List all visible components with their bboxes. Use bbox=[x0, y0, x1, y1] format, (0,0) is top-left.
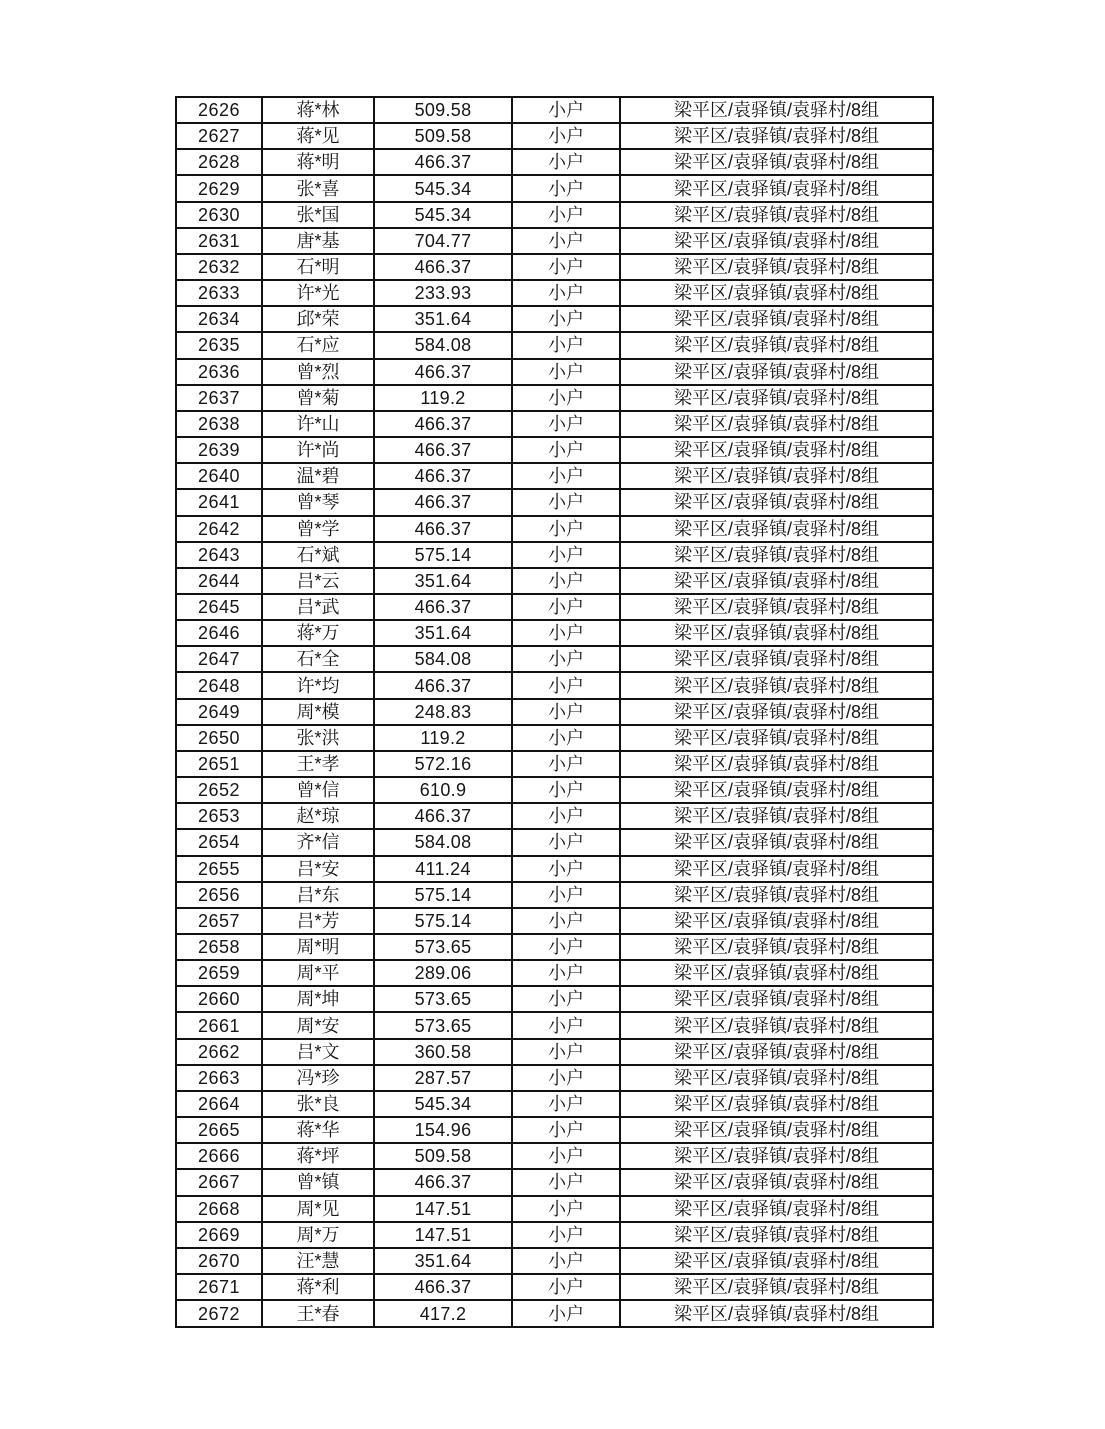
cell-amount: 466.37 bbox=[374, 359, 512, 385]
cell-household-type: 小户 bbox=[512, 123, 620, 149]
cell-masked-name: 周*坤 bbox=[262, 986, 374, 1012]
cell-household-type: 小户 bbox=[512, 672, 620, 698]
table-row bbox=[176, 594, 933, 620]
cell-amount: 119.2 bbox=[374, 725, 512, 751]
table-row bbox=[176, 856, 933, 882]
cell-masked-name: 蒋*坪 bbox=[262, 1143, 374, 1169]
cell-amount: 545.34 bbox=[374, 1091, 512, 1117]
cell-address: 梁平区/袁驿镇/袁驿村/8组 bbox=[620, 672, 933, 698]
table-row bbox=[176, 254, 933, 280]
data-table bbox=[175, 96, 934, 1328]
cell-serial-number: 2649 bbox=[176, 699, 262, 725]
cell-serial-number: 2654 bbox=[176, 829, 262, 855]
cell-serial-number: 2669 bbox=[176, 1222, 262, 1248]
cell-amount: 289.06 bbox=[374, 960, 512, 986]
cell-address: 梁平区/袁驿镇/袁驿村/8组 bbox=[620, 1065, 933, 1091]
cell-amount: 119.2 bbox=[374, 385, 512, 411]
cell-amount: 411.24 bbox=[374, 856, 512, 882]
cell-address: 梁平区/袁驿镇/袁驿村/8组 bbox=[620, 175, 933, 201]
cell-address: 梁平区/袁驿镇/袁驿村/8组 bbox=[620, 516, 933, 542]
cell-address: 梁平区/袁驿镇/袁驿村/8组 bbox=[620, 646, 933, 672]
cell-household-type: 小户 bbox=[512, 751, 620, 777]
cell-serial-number: 2651 bbox=[176, 751, 262, 777]
cell-address: 梁平区/袁驿镇/袁驿村/8组 bbox=[620, 803, 933, 829]
cell-masked-name: 张*良 bbox=[262, 1091, 374, 1117]
cell-household-type: 小户 bbox=[512, 489, 620, 515]
cell-masked-name: 冯*珍 bbox=[262, 1065, 374, 1091]
cell-address: 梁平区/袁驿镇/袁驿村/8组 bbox=[620, 568, 933, 594]
table-row bbox=[176, 725, 933, 751]
cell-household-type: 小户 bbox=[512, 516, 620, 542]
cell-masked-name: 许*山 bbox=[262, 411, 374, 437]
table-row bbox=[176, 1065, 933, 1091]
table-row bbox=[176, 385, 933, 411]
cell-household-type: 小户 bbox=[512, 1117, 620, 1143]
table-row bbox=[176, 1039, 933, 1065]
table-row bbox=[176, 228, 933, 254]
cell-masked-name: 曾*琴 bbox=[262, 489, 374, 515]
household-subsidy-table bbox=[175, 96, 932, 1328]
table-row bbox=[176, 882, 933, 908]
cell-serial-number: 2668 bbox=[176, 1196, 262, 1222]
cell-address: 梁平区/袁驿镇/袁驿村/8组 bbox=[620, 332, 933, 358]
cell-household-type: 小户 bbox=[512, 1300, 620, 1327]
cell-masked-name: 曾*镇 bbox=[262, 1169, 374, 1195]
cell-serial-number: 2648 bbox=[176, 672, 262, 698]
cell-serial-number: 2643 bbox=[176, 542, 262, 568]
cell-amount: 147.51 bbox=[374, 1196, 512, 1222]
cell-serial-number: 2655 bbox=[176, 856, 262, 882]
cell-address: 梁平区/袁驿镇/袁驿村/8组 bbox=[620, 620, 933, 646]
cell-address: 梁平区/袁驿镇/袁驿村/8组 bbox=[620, 882, 933, 908]
cell-serial-number: 2646 bbox=[176, 620, 262, 646]
cell-household-type: 小户 bbox=[512, 960, 620, 986]
cell-address: 梁平区/袁驿镇/袁驿村/8组 bbox=[620, 934, 933, 960]
cell-masked-name: 蒋*华 bbox=[262, 1117, 374, 1143]
cell-address: 梁平区/袁驿镇/袁驿村/8组 bbox=[620, 856, 933, 882]
cell-serial-number: 2658 bbox=[176, 934, 262, 960]
cell-amount: 573.65 bbox=[374, 934, 512, 960]
cell-masked-name: 周*安 bbox=[262, 1012, 374, 1038]
cell-masked-name: 曾*烈 bbox=[262, 359, 374, 385]
cell-amount: 573.65 bbox=[374, 1012, 512, 1038]
cell-address: 梁平区/袁驿镇/袁驿村/8组 bbox=[620, 1012, 933, 1038]
cell-masked-name: 许*光 bbox=[262, 280, 374, 306]
cell-serial-number: 2667 bbox=[176, 1169, 262, 1195]
cell-serial-number: 2644 bbox=[176, 568, 262, 594]
cell-serial-number: 2656 bbox=[176, 882, 262, 908]
cell-amount: 545.34 bbox=[374, 175, 512, 201]
cell-household-type: 小户 bbox=[512, 1274, 620, 1300]
cell-amount: 466.37 bbox=[374, 254, 512, 280]
table-row bbox=[176, 175, 933, 201]
cell-address: 梁平区/袁驿镇/袁驿村/8组 bbox=[620, 1248, 933, 1274]
cell-serial-number: 2660 bbox=[176, 986, 262, 1012]
cell-amount: 351.64 bbox=[374, 1248, 512, 1274]
cell-serial-number: 2645 bbox=[176, 594, 262, 620]
cell-address: 梁平区/袁驿镇/袁驿村/8组 bbox=[620, 202, 933, 228]
cell-address: 梁平区/袁驿镇/袁驿村/8组 bbox=[620, 463, 933, 489]
cell-amount: 575.14 bbox=[374, 908, 512, 934]
cell-household-type: 小户 bbox=[512, 882, 620, 908]
table-row bbox=[176, 568, 933, 594]
cell-masked-name: 蒋*万 bbox=[262, 620, 374, 646]
cell-masked-name: 周*平 bbox=[262, 960, 374, 986]
table-row bbox=[176, 411, 933, 437]
table-row bbox=[176, 1091, 933, 1117]
cell-serial-number: 2633 bbox=[176, 280, 262, 306]
cell-amount: 466.37 bbox=[374, 149, 512, 175]
cell-household-type: 小户 bbox=[512, 175, 620, 201]
cell-masked-name: 齐*信 bbox=[262, 829, 374, 855]
cell-serial-number: 2642 bbox=[176, 516, 262, 542]
table-row bbox=[176, 751, 933, 777]
table-row bbox=[176, 516, 933, 542]
cell-serial-number: 2652 bbox=[176, 777, 262, 803]
cell-serial-number: 2631 bbox=[176, 228, 262, 254]
cell-address: 梁平区/袁驿镇/袁驿村/8组 bbox=[620, 1143, 933, 1169]
cell-masked-name: 石*全 bbox=[262, 646, 374, 672]
cell-amount: 154.96 bbox=[374, 1117, 512, 1143]
table-row bbox=[176, 986, 933, 1012]
cell-household-type: 小户 bbox=[512, 986, 620, 1012]
table-row bbox=[176, 1222, 933, 1248]
cell-address: 梁平区/袁驿镇/袁驿村/8组 bbox=[620, 1300, 933, 1327]
cell-amount: 572.16 bbox=[374, 751, 512, 777]
cell-serial-number: 2627 bbox=[176, 123, 262, 149]
cell-address: 梁平区/袁驿镇/袁驿村/8组 bbox=[620, 1274, 933, 1300]
cell-household-type: 小户 bbox=[512, 332, 620, 358]
cell-amount: 417.2 bbox=[374, 1300, 512, 1327]
cell-address: 梁平区/袁驿镇/袁驿村/8组 bbox=[620, 359, 933, 385]
cell-serial-number: 2672 bbox=[176, 1300, 262, 1327]
cell-masked-name: 温*碧 bbox=[262, 463, 374, 489]
cell-household-type: 小户 bbox=[512, 411, 620, 437]
cell-masked-name: 周*见 bbox=[262, 1196, 374, 1222]
cell-household-type: 小户 bbox=[512, 280, 620, 306]
table-row bbox=[176, 1248, 933, 1274]
cell-household-type: 小户 bbox=[512, 149, 620, 175]
cell-address: 梁平区/袁驿镇/袁驿村/8组 bbox=[620, 306, 933, 332]
cell-amount: 466.37 bbox=[374, 411, 512, 437]
table-row bbox=[176, 1012, 933, 1038]
table-row bbox=[176, 803, 933, 829]
cell-address: 梁平区/袁驿镇/袁驿村/8组 bbox=[620, 908, 933, 934]
cell-masked-name: 张*洪 bbox=[262, 725, 374, 751]
cell-amount: 466.37 bbox=[374, 1274, 512, 1300]
cell-serial-number: 2647 bbox=[176, 646, 262, 672]
table-row bbox=[176, 1274, 933, 1300]
cell-masked-name: 吕*文 bbox=[262, 1039, 374, 1065]
cell-amount: 351.64 bbox=[374, 568, 512, 594]
cell-household-type: 小户 bbox=[512, 202, 620, 228]
cell-household-type: 小户 bbox=[512, 359, 620, 385]
cell-masked-name: 王*春 bbox=[262, 1300, 374, 1327]
cell-address: 梁平区/袁驿镇/袁驿村/8组 bbox=[620, 1169, 933, 1195]
cell-amount: 509.58 bbox=[374, 1143, 512, 1169]
cell-masked-name: 张*国 bbox=[262, 202, 374, 228]
table-body bbox=[176, 97, 933, 1327]
cell-household-type: 小户 bbox=[512, 542, 620, 568]
cell-amount: 466.37 bbox=[374, 672, 512, 698]
cell-address: 梁平区/袁驿镇/袁驿村/8组 bbox=[620, 542, 933, 568]
cell-amount: 545.34 bbox=[374, 202, 512, 228]
cell-amount: 610.9 bbox=[374, 777, 512, 803]
cell-household-type: 小户 bbox=[512, 1196, 620, 1222]
cell-serial-number: 2657 bbox=[176, 908, 262, 934]
cell-serial-number: 2653 bbox=[176, 803, 262, 829]
cell-household-type: 小户 bbox=[512, 1143, 620, 1169]
cell-masked-name: 吕*武 bbox=[262, 594, 374, 620]
cell-household-type: 小户 bbox=[512, 1012, 620, 1038]
cell-amount: 351.64 bbox=[374, 306, 512, 332]
cell-amount: 573.65 bbox=[374, 986, 512, 1012]
cell-household-type: 小户 bbox=[512, 568, 620, 594]
cell-household-type: 小户 bbox=[512, 463, 620, 489]
cell-amount: 466.37 bbox=[374, 594, 512, 620]
cell-address: 梁平区/袁驿镇/袁驿村/8组 bbox=[620, 725, 933, 751]
table-row bbox=[176, 489, 933, 515]
cell-household-type: 小户 bbox=[512, 646, 620, 672]
cell-amount: 575.14 bbox=[374, 542, 512, 568]
cell-amount: 575.14 bbox=[374, 882, 512, 908]
cell-masked-name: 曾*菊 bbox=[262, 385, 374, 411]
cell-masked-name: 曾*学 bbox=[262, 516, 374, 542]
cell-address: 梁平区/袁驿镇/袁驿村/8组 bbox=[620, 986, 933, 1012]
table-row bbox=[176, 542, 933, 568]
cell-serial-number: 2663 bbox=[176, 1065, 262, 1091]
table-row bbox=[176, 829, 933, 855]
cell-amount: 351.64 bbox=[374, 620, 512, 646]
cell-amount: 466.37 bbox=[374, 803, 512, 829]
cell-masked-name: 蒋*利 bbox=[262, 1274, 374, 1300]
table-row bbox=[176, 202, 933, 228]
cell-masked-name: 周*模 bbox=[262, 699, 374, 725]
cell-amount: 466.37 bbox=[374, 1169, 512, 1195]
cell-masked-name: 许*尚 bbox=[262, 437, 374, 463]
table-row bbox=[176, 463, 933, 489]
cell-masked-name: 曾*信 bbox=[262, 777, 374, 803]
cell-household-type: 小户 bbox=[512, 437, 620, 463]
cell-address: 梁平区/袁驿镇/袁驿村/8组 bbox=[620, 254, 933, 280]
table-row bbox=[176, 934, 933, 960]
table-row bbox=[176, 1169, 933, 1195]
cell-address: 梁平区/袁驿镇/袁驿村/8组 bbox=[620, 149, 933, 175]
cell-address: 梁平区/袁驿镇/袁驿村/8组 bbox=[620, 777, 933, 803]
cell-masked-name: 石*斌 bbox=[262, 542, 374, 568]
cell-masked-name: 周*明 bbox=[262, 934, 374, 960]
table-row bbox=[176, 620, 933, 646]
cell-household-type: 小户 bbox=[512, 620, 620, 646]
cell-serial-number: 2670 bbox=[176, 1248, 262, 1274]
cell-serial-number: 2666 bbox=[176, 1143, 262, 1169]
cell-address: 梁平区/袁驿镇/袁驿村/8组 bbox=[620, 437, 933, 463]
table-row bbox=[176, 777, 933, 803]
cell-masked-name: 蒋*明 bbox=[262, 149, 374, 175]
cell-address: 梁平区/袁驿镇/袁驿村/8组 bbox=[620, 411, 933, 437]
cell-serial-number: 2636 bbox=[176, 359, 262, 385]
cell-amount: 584.08 bbox=[374, 829, 512, 855]
cell-household-type: 小户 bbox=[512, 306, 620, 332]
table-row bbox=[176, 646, 933, 672]
cell-serial-number: 2671 bbox=[176, 1274, 262, 1300]
table-row bbox=[176, 149, 933, 175]
cell-household-type: 小户 bbox=[512, 699, 620, 725]
cell-address: 梁平区/袁驿镇/袁驿村/8组 bbox=[620, 489, 933, 515]
cell-masked-name: 张*喜 bbox=[262, 175, 374, 201]
cell-address: 梁平区/袁驿镇/袁驿村/8组 bbox=[620, 1117, 933, 1143]
cell-address: 梁平区/袁驿镇/袁驿村/8组 bbox=[620, 751, 933, 777]
table-row bbox=[176, 306, 933, 332]
cell-serial-number: 2637 bbox=[176, 385, 262, 411]
cell-household-type: 小户 bbox=[512, 908, 620, 934]
cell-serial-number: 2634 bbox=[176, 306, 262, 332]
cell-address: 梁平区/袁驿镇/袁驿村/8组 bbox=[620, 594, 933, 620]
cell-serial-number: 2632 bbox=[176, 254, 262, 280]
cell-household-type: 小户 bbox=[512, 856, 620, 882]
cell-address: 梁平区/袁驿镇/袁驿村/8组 bbox=[620, 699, 933, 725]
table-row bbox=[176, 1196, 933, 1222]
table-row bbox=[176, 699, 933, 725]
cell-masked-name: 石*应 bbox=[262, 332, 374, 358]
cell-serial-number: 2665 bbox=[176, 1117, 262, 1143]
cell-amount: 509.58 bbox=[374, 97, 512, 123]
cell-serial-number: 2640 bbox=[176, 463, 262, 489]
cell-household-type: 小户 bbox=[512, 254, 620, 280]
table-row bbox=[176, 1117, 933, 1143]
cell-address: 梁平区/袁驿镇/袁驿村/8组 bbox=[620, 1222, 933, 1248]
cell-masked-name: 唐*基 bbox=[262, 228, 374, 254]
cell-amount: 584.08 bbox=[374, 332, 512, 358]
cell-household-type: 小户 bbox=[512, 1222, 620, 1248]
cell-amount: 466.37 bbox=[374, 489, 512, 515]
cell-masked-name: 吕*芳 bbox=[262, 908, 374, 934]
cell-serial-number: 2629 bbox=[176, 175, 262, 201]
cell-amount: 584.08 bbox=[374, 646, 512, 672]
cell-amount: 147.51 bbox=[374, 1222, 512, 1248]
cell-household-type: 小户 bbox=[512, 385, 620, 411]
cell-serial-number: 2641 bbox=[176, 489, 262, 515]
cell-serial-number: 2639 bbox=[176, 437, 262, 463]
cell-masked-name: 吕*东 bbox=[262, 882, 374, 908]
cell-household-type: 小户 bbox=[512, 97, 620, 123]
cell-masked-name: 蒋*林 bbox=[262, 97, 374, 123]
cell-masked-name: 邱*荣 bbox=[262, 306, 374, 332]
table-row bbox=[176, 1143, 933, 1169]
cell-household-type: 小户 bbox=[512, 1169, 620, 1195]
cell-address: 梁平区/袁驿镇/袁驿村/8组 bbox=[620, 280, 933, 306]
table-row bbox=[176, 359, 933, 385]
cell-household-type: 小户 bbox=[512, 1039, 620, 1065]
cell-household-type: 小户 bbox=[512, 594, 620, 620]
cell-address: 梁平区/袁驿镇/袁驿村/8组 bbox=[620, 228, 933, 254]
cell-amount: 466.37 bbox=[374, 516, 512, 542]
cell-serial-number: 2630 bbox=[176, 202, 262, 228]
table-row bbox=[176, 672, 933, 698]
table-row bbox=[176, 908, 933, 934]
cell-masked-name: 王*孝 bbox=[262, 751, 374, 777]
cell-serial-number: 2635 bbox=[176, 332, 262, 358]
cell-serial-number: 2661 bbox=[176, 1012, 262, 1038]
cell-household-type: 小户 bbox=[512, 1091, 620, 1117]
cell-masked-name: 蒋*见 bbox=[262, 123, 374, 149]
cell-masked-name: 石*明 bbox=[262, 254, 374, 280]
cell-household-type: 小户 bbox=[512, 803, 620, 829]
cell-serial-number: 2628 bbox=[176, 149, 262, 175]
cell-address: 梁平区/袁驿镇/袁驿村/8组 bbox=[620, 385, 933, 411]
cell-masked-name: 汪*慧 bbox=[262, 1248, 374, 1274]
cell-amount: 360.58 bbox=[374, 1039, 512, 1065]
cell-amount: 466.37 bbox=[374, 437, 512, 463]
cell-amount: 287.57 bbox=[374, 1065, 512, 1091]
cell-serial-number: 2664 bbox=[176, 1091, 262, 1117]
cell-address: 梁平区/袁驿镇/袁驿村/8组 bbox=[620, 1091, 933, 1117]
cell-amount: 466.37 bbox=[374, 463, 512, 489]
cell-amount: 233.93 bbox=[374, 280, 512, 306]
table-row bbox=[176, 1300, 933, 1327]
cell-address: 梁平区/袁驿镇/袁驿村/8组 bbox=[620, 1196, 933, 1222]
table-row bbox=[176, 123, 933, 149]
cell-masked-name: 许*均 bbox=[262, 672, 374, 698]
cell-address: 梁平区/袁驿镇/袁驿村/8组 bbox=[620, 123, 933, 149]
table-row bbox=[176, 97, 933, 123]
cell-address: 梁平区/袁驿镇/袁驿村/8组 bbox=[620, 97, 933, 123]
cell-household-type: 小户 bbox=[512, 934, 620, 960]
cell-serial-number: 2659 bbox=[176, 960, 262, 986]
cell-address: 梁平区/袁驿镇/袁驿村/8组 bbox=[620, 829, 933, 855]
cell-household-type: 小户 bbox=[512, 1248, 620, 1274]
cell-household-type: 小户 bbox=[512, 777, 620, 803]
cell-masked-name: 周*万 bbox=[262, 1222, 374, 1248]
cell-masked-name: 赵*琼 bbox=[262, 803, 374, 829]
cell-masked-name: 吕*云 bbox=[262, 568, 374, 594]
table-row bbox=[176, 437, 933, 463]
table-row bbox=[176, 332, 933, 358]
cell-household-type: 小户 bbox=[512, 228, 620, 254]
cell-serial-number: 2650 bbox=[176, 725, 262, 751]
cell-serial-number: 2662 bbox=[176, 1039, 262, 1065]
cell-serial-number: 2638 bbox=[176, 411, 262, 437]
table-row bbox=[176, 280, 933, 306]
table-row bbox=[176, 960, 933, 986]
cell-masked-name: 吕*安 bbox=[262, 856, 374, 882]
cell-address: 梁平区/袁驿镇/袁驿村/8组 bbox=[620, 1039, 933, 1065]
cell-address: 梁平区/袁驿镇/袁驿村/8组 bbox=[620, 960, 933, 986]
cell-household-type: 小户 bbox=[512, 829, 620, 855]
cell-amount: 248.83 bbox=[374, 699, 512, 725]
cell-household-type: 小户 bbox=[512, 1065, 620, 1091]
cell-serial-number: 2626 bbox=[176, 97, 262, 123]
cell-amount: 704.77 bbox=[374, 228, 512, 254]
cell-household-type: 小户 bbox=[512, 725, 620, 751]
cell-amount: 509.58 bbox=[374, 123, 512, 149]
